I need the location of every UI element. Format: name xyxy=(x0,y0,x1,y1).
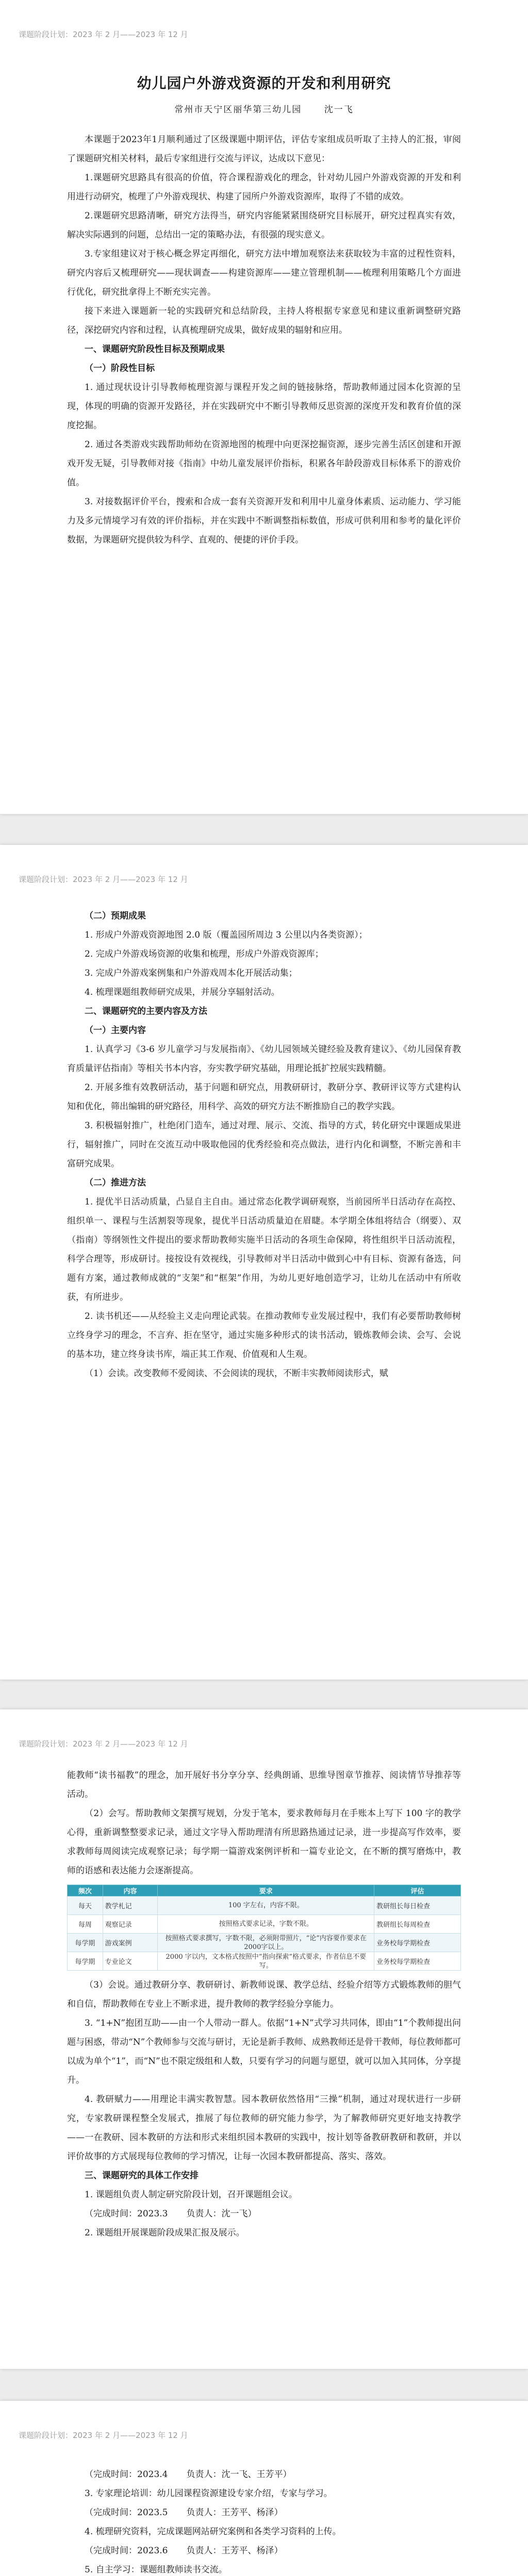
document-page-4 xyxy=(0,2401,528,2576)
table-row xyxy=(68,1915,461,1934)
running-header: 课题阶段计划：2023 年 2 月——2023 年 12 月 xyxy=(19,1739,188,1749)
task-owner: 负责人：王芳平、杨泽） xyxy=(186,2507,283,2518)
subsection-heading: （一）主要内容 xyxy=(85,1025,146,1036)
list-item: 2. 完成户外游戏场资源的收集和梳理，形成户外游戏资源库； xyxy=(85,949,324,959)
section-heading: 三、课题研究的具体工作安排 xyxy=(85,2171,199,2181)
table-cell: 教学札记 xyxy=(103,1896,158,1915)
running-header: 课题阶段计划：2023 年 2 月——2023 年 12 月 xyxy=(19,30,188,39)
subsection-heading: （二）预期成果 xyxy=(85,911,146,921)
page-content xyxy=(67,907,461,1383)
document-title: 幼儿园户外游戏资源的开发和利用研究 xyxy=(137,75,391,92)
organization: 常州市天宁区丽华第三幼儿园 xyxy=(174,105,302,115)
table-cell: 100 字左右，内容不限。 xyxy=(158,1896,374,1915)
author: 沈一飞 xyxy=(324,105,354,115)
table-row xyxy=(68,1934,461,1952)
running-header: 课题阶段计划：2023 年 2 月——2023 年 12 月 xyxy=(19,2431,188,2440)
table-header-row xyxy=(68,1885,461,1896)
task-time: （完成时间：2023.4 xyxy=(85,2469,168,2480)
task-schedule xyxy=(67,2503,461,2522)
document-page-2 xyxy=(0,845,528,1680)
paragraph: 3.专家组建议对于核心概念界定再细化，研究方法中增加观察法来获取较为丰富的过程性资料，研究内容后又梳理研究——现状调查——构建资源库——建立管理机制——梳理利用策略几个方面进行优化，研究批拿得上不断充实完善。 xyxy=(67,249,461,297)
table-row xyxy=(68,1952,461,1971)
task-owner: 负责人：沈一飞） xyxy=(186,2209,257,2219)
paragraph: 1. 通过现状设计引导教师梳理资源与课程开发之间的链接脉络，帮助教师通过园本化资源的呈现，体现的明确的资源开发路径，并在实践研究中不断引导教师反思资源的深度开发和教育价值的深度挖掘。 xyxy=(67,382,461,431)
paragraph: 能教师“读书福教”的理念，加开展好书分享分享、经典朗诵、思维导图章节推荐、阅读情节导推荐等活动。 xyxy=(67,1770,461,1800)
table-cell: 2000 字以内，文本格式按照中“指向探索”格式要求，作者信息不要写。 xyxy=(158,1952,374,1971)
task-item: 5. 自主学习：课题组教师读书交流。 xyxy=(85,2565,227,2575)
paragraph: 3. 积极辐射推广，杜绝闭门造车，通过对理、展示、交流、指导的方式，转化研究中课题成果进行，辐射推广，同时在交流互动中吸取他园的优秀经验和亮点做法，进行内化和调整，不断完善和丰富研究成果。 xyxy=(67,1121,461,1169)
page-content xyxy=(67,72,461,550)
column-header: 频次 xyxy=(68,1885,103,1896)
table-cell: 按照格式要求记录，字数不限。 xyxy=(158,1915,374,1934)
task-item: 1. 课题组负责人制定研究阶段计划，召开课题组会议。 xyxy=(85,2190,298,2200)
task-owner: 负责人：沈一飞、王芳平） xyxy=(186,2469,292,2480)
paragraph: 1. 提优半日活动质量，凸显自主自由。通过常态化教学调研观察，当前园所半日活动存在高控、组织单一、课程与生活割裂等现象，提优半日活动质量迫在眉睫。本学期全体组将结合（纲要）、双（指南）等纲领性文件提出的要求帮助教师实施半日活动的各项生命保障，将性组织半日活动流程，科学合理等，形成研讨。接按设有效视线，引导教师对半日活动中做到心中有目标、资源有备选，问题有方案，通过教师成就的“支架”和“框架”作用，为幼儿更好地创造学习，让幼儿在活动中有所收获，有所进步。 xyxy=(67,1197,461,1302)
paragraph: 2. 通过各类游戏实践帮助师幼在资源地图的梳理中向更深挖掘资源，逐步完善生活区创建和开源戏开发无疑，引导教师对接《指南》中幼儿童发展评价指标，积累各年龄段游戏目标体系下的游戏价值。 xyxy=(67,439,461,488)
column-header: 内容 xyxy=(103,1885,158,1896)
table-cell: 每学期 xyxy=(68,1952,103,1971)
paragraph: 3. “1+N”抱团互助——由一个人带动一群人。依据“1+N”式学习共同体，即由“1”个教师提出问题与困惑，带动“N”个教师参与交流与研讨，无论是新手教师、成熟教师还是骨干教师，每位教师都可以成为单个“1”，而“N”也不限定级组和人数，只要有学习的问题与愿望，就可以加入其同体，分享提升。 xyxy=(67,2018,461,2086)
table-cell: 专业论文 xyxy=(103,1952,158,1971)
subsection-heading: （一）阶段性目标 xyxy=(85,363,155,374)
running-header: 课题阶段计划：2023 年 2 月——2023 年 12 月 xyxy=(19,875,188,884)
task-item: 2. 课题组开展课题阶段成果汇报及展示。 xyxy=(85,2228,245,2238)
paragraph: 2.课题研究思路清晰，研究方法得当，研究内容能紧紧围绕研究目标展开，研究过程真实有效，解决实际遇到的问题，总结出一定的策略办法，有很强的现实意义。 xyxy=(67,211,461,240)
column-header: 评估 xyxy=(374,1885,461,1896)
table-cell: 教研组长每周检查 xyxy=(374,1915,461,1934)
task-schedule xyxy=(67,2205,461,2224)
byline xyxy=(67,102,461,115)
section-heading: 二、课题研究的主要内容及方法 xyxy=(85,1006,207,1016)
table-cell: 教研组长每日检查 xyxy=(374,1896,461,1915)
list-item: 4. 梳理课题组教师研究成果，并展分享辐射活动。 xyxy=(85,987,280,997)
table-cell: 游戏案例 xyxy=(103,1934,158,1952)
table-cell: 业务校每学期检查 xyxy=(374,1934,461,1952)
table-cell: 业务校每学期检查 xyxy=(374,1952,461,1971)
task-schedule xyxy=(67,2541,461,2561)
column-header: 要求 xyxy=(158,1885,374,1896)
table-row xyxy=(68,1896,461,1915)
list-item: 1. 形成户外游戏资源地图 2.0 版（覆盖园所周边 3 公里以内各类资源）； xyxy=(85,930,368,940)
paragraph: 接下来进入课题新一轮的实践研究和总结阶段，主持人将根据专家意见和建议重新调整研究路径，深挖研究内容和过程，认真梳理研究成果，做好成果的辐射和应用。 xyxy=(67,306,461,335)
section-heading: 一、课题研究阶段性目标及预期成果 xyxy=(85,344,225,354)
task-schedule xyxy=(67,2465,461,2484)
paragraph: 1. 认真学习《3-6 岁儿童学习与发展指南》、《幼儿园领域关键经验及教育建议》、《幼儿园保育教育质量评估指南》等相关书本内容，夯实教学研究基础，用理论抵扩控展实践精髓。 xyxy=(67,1044,461,1074)
task-item: 4. 梳理研究资料，完成课题网站研究案例和各类学习资料的上传。 xyxy=(85,2527,341,2537)
document-page-3 xyxy=(0,1709,528,2369)
page-content xyxy=(67,2465,461,2576)
document-page-1 xyxy=(0,0,528,814)
paragraph: 本课题于2023年1月顺利通过了区级课题中期评估，评估专家组成员听取了主持人的汇报，审阅了课题研究相关材料，最后专家组进行交流与评议，达成以下意见： xyxy=(67,134,461,164)
paragraph: （1）会读。改变教师不爱阅读、不会阅读的现状，不断丰实教师阅读形式，赋 xyxy=(85,1368,388,1379)
paragraph: 2. 读书机还——从经验主义走向理论武装。在推动教师专业发展过程中，我们有必要帮助教师树立终身学习的理念，不言弃、拒在坚守，通过实施多种形式的读书活动，锻炼教师会读、会写、会说的基本功，建立终身读书库，端正其工作观、价值观和人生观。 xyxy=(67,1311,461,1360)
table-cell: 每天 xyxy=(68,1896,103,1915)
table-cell: 观察记录 xyxy=(103,1915,158,1934)
list-item: 3. 完成户外游戏案例集和户外游戏周本化开展活动集； xyxy=(85,968,298,978)
subsection-heading: （二）推进方法 xyxy=(85,1178,146,1188)
paragraph: 4. 教研赋力——用理论丰满实教智慧。园本教研依然恪用“三操”机制，通过对现状进行一步研究，专家教研课程整全发展式，推展了每位教师的研究能力参学，为了解教师研究更好地支持教学——一在教研、园本教研的方法和形式来组织园本教研的实践中，按计划等备教研教研和教研，并以评价故事的方式展现每位教师的学习情况，让每一次园本教研都提高、落实、落效。 xyxy=(67,2094,461,2162)
writing-plan-table xyxy=(67,1885,461,1971)
paragraph: （2）会写。帮助教师文架撰写规划，分发于笔本，要求教师每月在手账本上写下 100 字的教学心得，重新调整整要求记录，通过文字导入帮助理清有所思路热通过记录，进一步提高写作效率，要求教师每周阅读完成观察记录；每学期一篇游戏案例评析和一篇专业论文，在不断的撰写磨炼中，教师的语感和表达能力会逐渐提高。 xyxy=(67,1808,461,1876)
table-cell: 每学期 xyxy=(68,1934,103,1952)
task-time: （完成时间：2023.6 xyxy=(85,2546,168,2556)
page-content xyxy=(67,1766,461,2243)
paragraph: 2. 开展多维有效教研活动，基于问题和研究点，用教研研讨，教研分享、教研评议等方式建构认知和优化，筛出编辑的研究路径，用科学、高效的研究方法不断推励自己的教学实践。 xyxy=(67,1082,461,1112)
table-cell: 按照格式要求撰写，字数不限，必须附带照片，“论”内容要作要求在2000字以上。 xyxy=(158,1934,374,1952)
task-time: （完成时间：2023.5 xyxy=(85,2507,168,2518)
table-cell: 每周 xyxy=(68,1915,103,1934)
task-owner: 负责人：王芳平、杨泽） xyxy=(186,2546,283,2556)
paragraph: 1.课题研究思路具有很高的价值，符合课程游戏化的理念，针对幼儿园户外游戏资源的开发和利用进行动研究，梳理了户外游戏现状、构建了园所户外游戏资源库，取得了不错的成效。 xyxy=(67,173,461,202)
paragraph: 3. 对接数据评价平台，搜索和合成一套有关资源开发和利用中儿童身体素质、运动能力、学习能力及多元情境学习有效的评价指标，并在实践中不断调整指标数值，形成可供利用和参考的量化评价数据，为课题研究提供较为科学、直观的、便捷的评价手段。 xyxy=(67,497,461,545)
paragraph: （3）会说。通过教研分享、教研研讨、新教师说课、教学总结、经验介绍等方式锻炼教师的胆气和自信，帮助教师在专业上不断求进，提升教师的教学经验分享能力。 xyxy=(67,1980,461,2009)
task-item: 3. 专家理论培训：幼儿园课程资源建设专家介绍，专家与学习。 xyxy=(85,2488,333,2499)
task-time: （完成时间：2023.3 xyxy=(85,2209,168,2219)
